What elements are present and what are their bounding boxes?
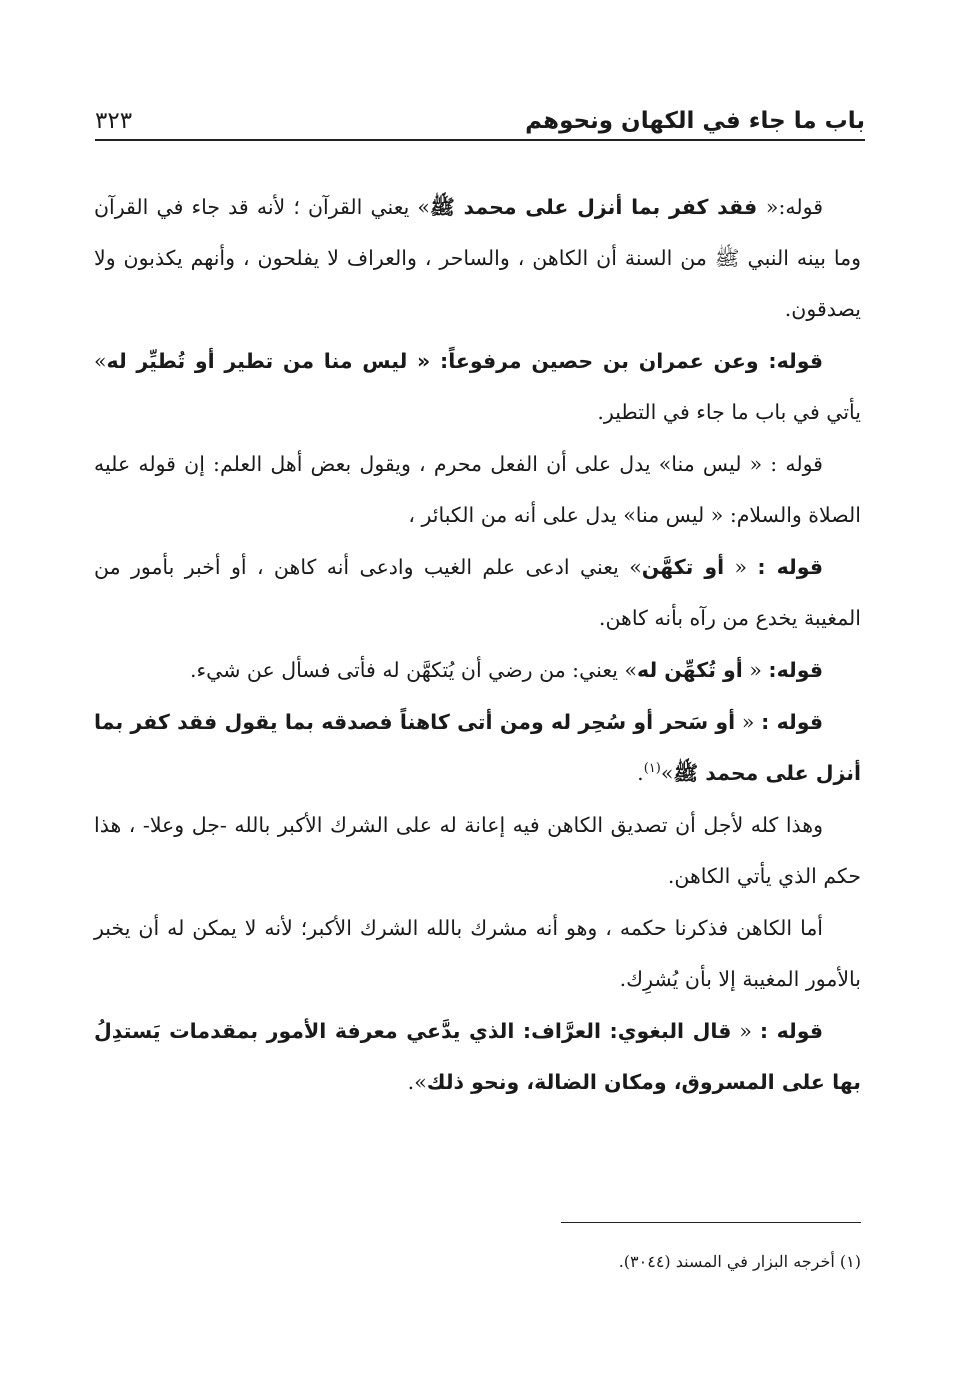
bold-quote: فقد كفر بما أنزل على محمد ﷺ (429, 195, 766, 219)
body-text (94, 182, 861, 1109)
text-run: أما الكاهن فذكرنا حكمه ، وهو أنه مشرك بالله الشرك الأكبر؛ لأنه لا يمكن له أن يخبر بالأمور المغيبة إلا بأن يُشرِك. (94, 916, 861, 991)
text-run: » يأتي في باب ما جاء في التطير. (94, 349, 861, 424)
header-divider (95, 139, 865, 141)
bold-label: قوله : (761, 710, 823, 734)
paragraph (94, 697, 861, 799)
footnote-divider (561, 1222, 861, 1223)
bold-quote: أو تُكهِّن له (637, 658, 743, 682)
bold-label: قوله : (757, 555, 824, 579)
text-run: » يعني القرآن ؛ لأنه قد جاء في القرآن وما بينه النبي ﷺ من السنة أن الكاهن ، والساحر ، والعراف لا يفلحون ، وأنهم يكذبون ولا يصدقون. (94, 195, 861, 321)
running-head (95, 96, 865, 136)
text-run: « (731, 1019, 760, 1043)
paragraph (94, 182, 861, 335)
footnote: (١) أخرجه البزار في المسند (٣٠٤٤). (618, 1252, 861, 1271)
paragraph (94, 800, 861, 902)
bold-quote: قوله: وعن عمران بن حصين مرفوعاً: « ليس منا من تطير أو تُطيِّر له (106, 349, 823, 373)
footnote-marker[interactable]: (١) (643, 761, 661, 777)
paragraph (94, 542, 861, 644)
chapter-title: باب ما جاء في الكهان ونحوهم (525, 108, 865, 134)
paragraph (94, 439, 861, 541)
text-run: « (742, 658, 769, 682)
text-run: « (735, 710, 762, 734)
paragraph (94, 1006, 861, 1108)
bold-quote: أو تكهَّن (641, 555, 725, 579)
text-run: وهذا كله لأجل أن تصديق الكاهن فيه إعانة له على الشرك الأكبر بالله -جل وعلا- ، هذا حكم الذي يأتي الكاهن. (94, 813, 861, 888)
text-run: قوله : « ليس منا» يدل على أن الفعل محرم ، ويقول بعض أهل العلم: إن قوله عليه الصلاة والسلام: « ليس منا» يدل على أنه من الكبائر ، (94, 452, 861, 527)
bold-label: قوله: (768, 658, 823, 682)
paragraph (94, 903, 861, 1005)
text-run: قوله:« (765, 195, 823, 219)
text-run: » (660, 761, 674, 785)
bold-quote: قال البغوي: العرَّاف: الذي يدَّعي معرفة الأمور بمقدمات يَستدِلُ بها على المسروق، ومكان الضالة، ونحو ذلك (94, 1019, 861, 1094)
text-run: . (637, 761, 644, 785)
bold-quote: أو سَحر أو سُحِر له ومن أتى كاهناً فصدقه بما يقول فقد كفر بما أنزل على محمد ﷺ (94, 710, 861, 785)
paragraph (94, 645, 861, 696)
paragraph (94, 336, 861, 438)
page-number: ٣٢٣ (95, 108, 133, 134)
text-run: « (724, 555, 758, 579)
text-run: » يعني ادعى علم الغيب وادعى أنه كاهن ، أو أخبر بأمور من المغيبة يخدع من رآه بأنه كاهن. (94, 555, 861, 630)
text-run: ». (407, 1070, 427, 1094)
bold-label: قوله : (759, 1019, 823, 1043)
text-run: » يعني: من رضي أن يُتكهَّن له فأتى فسأل عن شيء. (189, 658, 638, 682)
